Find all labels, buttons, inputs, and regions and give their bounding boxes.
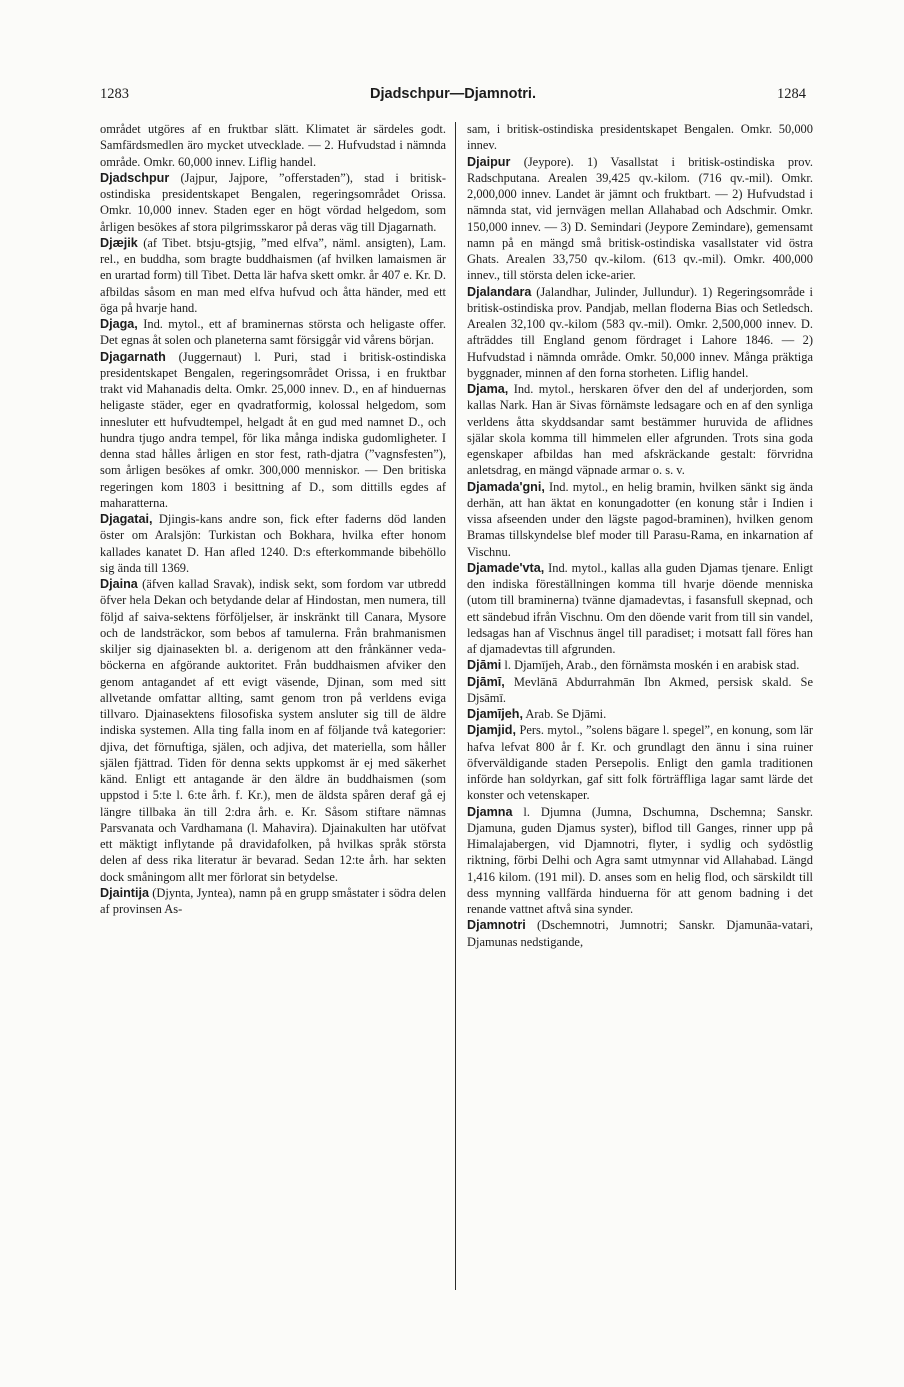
page-number-left: 1283 xyxy=(100,86,129,102)
entry-text: Pers. mytol., ”solens bägare l. spegel”, en konung, som lär hafva lefvat 800 år f. Kr. och grundlagt den ännu i sina ruiner öfverväldigande staden Persepolis. Enligt den gamla traditionen införde han soldyrkan, gaf sitt folk förträffliga lagar samt lärde det konster och vetenskaper. xyxy=(467,723,813,803)
entry-djamna xyxy=(467,804,813,918)
entry-djaina xyxy=(100,576,446,885)
entry-headword: Djaga, xyxy=(100,317,138,331)
entry-text: (Juggernaut) l. Puri, stad i britisk-ostindiska presidentskapet Bengalen, regeringsområdet Orissa, i en fruktbar trakt vid Mahanadis delta. Omkr. 25,000 innev. D., en af hinduernas heligaste städer, eger en qvadratformig, kolossal helgedom, som innesluter ett hufvudtempel, helgadt åt en gud med namnet D., och hundra tjugo andra tempel, för lika många indiska gudomligheter. I denna stad hålles årligen en stor fest, rath-djatra (”vagnsfesten”), som årligen besökes af omkr. 300,000 menniskor. — Den britiska regeringen kom 1803 i besittning af D., som dittills egdes af maharatterna. xyxy=(100,349,446,510)
entry-text: (äfven kallad Sravak), indisk sekt, som fordom var utbredd öfver hela Dekan och betydande delar af Hindostan, men numera, till följd af saiva-sektens förföljelser, är inskränkt till Canara, Mysore och de landsträckor, som bebos af tamulerna. Från brahmanismen skiljer sig djainasekten bl. a. derigenom att den frånkänner veda-böckerna en afgörande auktoritet. Från buddhaismen afviker den genom antagandet af ett evigt väsende, Djinan, som med sitt allvetande omfattar allting, samt genom tron på verldens eviga tillvaro. Djainasektens filosofiska system ansluter sig till de äldre indiska systemen. Alla ting falla inom en af följande två kategorier: djiva, det förnuftiga, själen, och adjiva, det materiella, som håller själen fjättrad. Tiden för denna sekts uppkomst är ej med säkerhet känd. Enligt ett antagande är den äldre än buddhaismen (som uppstod i 5:te l. 6:te årh. f. Kr.), men de äldsta spåren deraf gå ej längre tillbaka än till 2:dra årh. e. Kr. Såsom stiftare nämnas Parsvanata och Vardhamana (l. Mahavira). Djainakulten har utöfvat ett mäktigt inflytande på dravidafolken, på hvilkas språk största delen af dess rika literatur är bevarad. Sedan 12:te årh. har sekten dock småningom allt mer förlorat sin betydelse. xyxy=(100,577,446,884)
page-header xyxy=(100,86,806,106)
entry-djadschpur xyxy=(100,170,446,235)
entry-text: Ind. mytol., ett af braminernas största och heligaste offer. Det egnas åt solen och planeterna samt försiggår vid vårens början. xyxy=(100,317,446,348)
entry-djamnotri xyxy=(467,917,813,950)
entry-text: (Jeypore). 1) Vasallstat i britisk-ostindiska prov. Radschputana. Arealen 39,425 qv.-kilom. (716 qv.-mil). Omkr. 2,000,000 innev. Landet är jämnt och fruktbart. — 2) Hufvudstad i nämnda stat, vid jernvägen mellan Allahabad och Adschmir. Omkr. 150,000 innev. — 3) D. Semindari (Jeypore Zemindare), gemensamt namn på en mängd små britisk-ostindiska vasallstater vid östra Ghats. Arealen 33,750 qv.-kilom. (613 qv.-mil). Omkr. 400,000 innev., till största delen icke-arier. xyxy=(467,154,813,283)
entry-headword: Djamada'gni, xyxy=(467,479,545,494)
entry-headword: Djamnotri xyxy=(467,918,526,933)
entry-djaejik xyxy=(100,235,446,316)
entry-headword: Djamjid, xyxy=(467,723,516,738)
entry-djami-poet xyxy=(467,674,813,707)
entry-text: (Jalandhar, Julinder, Jullundur). 1) Regeringsområde i britisk-ostindiska prov. Pandjab, mellan floderna Bias och Setledsch. Arealen 32,100 qv.-kilom (583 qv.-mil). Omkr. 2,500,000 innev. D. afträddes till England genom fördraget i Lahore 1846. — 2) Hufvudstad i nämnda område. Omkr. 50,000 innev. Många präktiga byggnader, minnen af den forna storheten. Liflig handel. xyxy=(467,284,813,380)
entry-text: (Djynta, Jyntea), namn på en grupp småstater i södra delen af provinsen As- xyxy=(100,885,446,916)
entry-headword: Djāmi xyxy=(467,658,502,673)
entry-headword: Djæjik xyxy=(100,235,138,250)
entry-headword: Djamījeh, xyxy=(467,707,523,721)
entry-text: (af Tibet. btsju-gtsjig, ”med elfva”, näml. ansigten), Lam. rel., en buddha, som bragte buddhaismen (af hvilken lamaismen är en urartad form) till Tibet. Detta lär hafva skett omkr. år 407 e. Kr. D. afbildas såsom en man med elfva hufvud och åtta händer, med ett öga på hvarje hand. xyxy=(100,235,446,315)
entry-text: l. Djamījeh, Arab., den förnämsta moskén i en arabisk stad. xyxy=(501,658,800,673)
entry-text: Ind. mytol., herskaren öfver den del af underjorden, som kallas Nark. Han är Sivas förnämste ledsagare och en af den synliga verldens åtta skyddsandar samt bestämmer huruvida de aflidnes själar skola komma till himmelen eller afgrunden. Trots sina goda egenskaper afbildas han med afskräckande gestalt: förvridna anletsdrag, en mängd väpnade armar o. s. v. xyxy=(467,382,813,478)
entry-text: (Jajpur, Jajpore, ”offerstaden”), stad i britisk-ostindiska presidentskapet Bengalen, regeringsområdet Orissa. Omkr. 10,000 innev. Staden eger en högt vördad helgedom, som årligen besökes af stora pilgrimsskaror på deras väg till Djagarnath. xyxy=(100,170,446,234)
entry-djamijeh xyxy=(467,706,813,722)
entry-text: Djingis-kans andre son, fick efter faderns död landen öster om Aralsjön: Turkistan och Bokhara, hvilka efter honom kallades kanatet D. Han afled 1240. D:s efterkommande bibehöllo sig ända till 1369. xyxy=(100,512,446,575)
entry-text: Arab. Se Djāmi. xyxy=(523,707,607,721)
entry-djami xyxy=(467,657,813,673)
entry-headword: Djaina xyxy=(100,577,138,591)
entry-text: Ind. mytol., kallas alla guden Djamas tjenare. Enligt den indiska föreställningen komma till hvarje döende menniska (utom till braminerna) tvänne djamadevtas, i fasansfull skepnad, och ett sändebud ifrån Vischnu. Om den döende varit from till sin vandel, ledsagas han af Vischnus ängel till paradiset; i motsatt fall föres han af djamadevtas till afgrunden. xyxy=(467,560,813,656)
entry-djalandara xyxy=(467,284,813,382)
entry-text: sam, i britisk-ostindiska presidentskapet Bengalen. Omkr. 50,000 innev. xyxy=(467,122,813,153)
entry-headword: Djagatai, xyxy=(100,512,153,526)
page-number-right: 1284 xyxy=(777,86,806,102)
entry-text: Ind. mytol., en helig bramin, hvilken sänkt sig ända derhän, att han äktat en konungadotter (en konung står i Indien i vissa afseenden under den lägste pagod-braminen), hvilken genom Bramas tillskyndelse blef moder till Parasu-Rama, en inkarnation af Vischnu. xyxy=(467,479,813,559)
entry-djaipur xyxy=(467,154,813,284)
entry-headword: Djalandara xyxy=(467,284,532,299)
entry-djamjid xyxy=(467,722,813,803)
entry-djamadagni xyxy=(467,479,813,560)
entry-headword: Djaintija xyxy=(100,885,149,900)
entry-headword: Djama, xyxy=(467,382,509,396)
column-divider xyxy=(455,122,456,1290)
entry-text: l. Djumna (Jumna, Dschumna, Dschemna; Sanskr. Djamuna, guden Djamus syster), biflod till Ganges, rinner upp på Himalajabergen, vid Djamnotri, flyter, i sydlig och sydöstlig riktning, förbi Delhi och Agra samt utmynnar vid Allahabad. Längd 1,416 kilom. (191 mil). D. anses som en helig flod, och särskildt till dess mynning vallfärda hinduerna för att genom badning i det renande vattnet aftvå sina synder. xyxy=(467,804,813,916)
right-column xyxy=(467,121,813,950)
entry-headword: Djaipur xyxy=(467,154,511,169)
entry-headword: Djāmī, xyxy=(467,674,505,689)
left-column xyxy=(100,121,446,917)
entry-headword: Djadschpur xyxy=(100,170,170,185)
entry-headword: Djamade'vta, xyxy=(467,560,545,575)
entry-djama xyxy=(467,381,813,479)
entry-headword: Djamna xyxy=(467,804,513,819)
entry-djamadevta xyxy=(467,560,813,658)
entry-djaintija xyxy=(100,885,446,918)
page-title: Djadschpur—Djamnotri. xyxy=(370,86,536,102)
entry-djaga xyxy=(100,316,446,349)
entry-headword: Djagarnath xyxy=(100,349,166,364)
entry-continuation xyxy=(467,121,813,154)
entry-djagatai xyxy=(100,511,446,576)
entry-text: Mevlānā Abdurrahmān Ibn Akmed, persisk skald. Se Djsāmī. xyxy=(467,674,813,705)
entry-text: området utgöres af en fruktbar slätt. Klimatet är särdeles godt. Samfärdsmedlen äro mycket utvecklade. — 2. Hufvudstad i nämnda område. Omkr. 60,000 innev. Liflig handel. xyxy=(100,122,446,169)
entry-djagarnath xyxy=(100,349,446,512)
entry-text: (Dschemnotri, Jumnotri; Sanskr. Djamunāa-vatari, Djamunas nedstigande, xyxy=(467,918,813,949)
entry-continuation xyxy=(100,121,446,170)
